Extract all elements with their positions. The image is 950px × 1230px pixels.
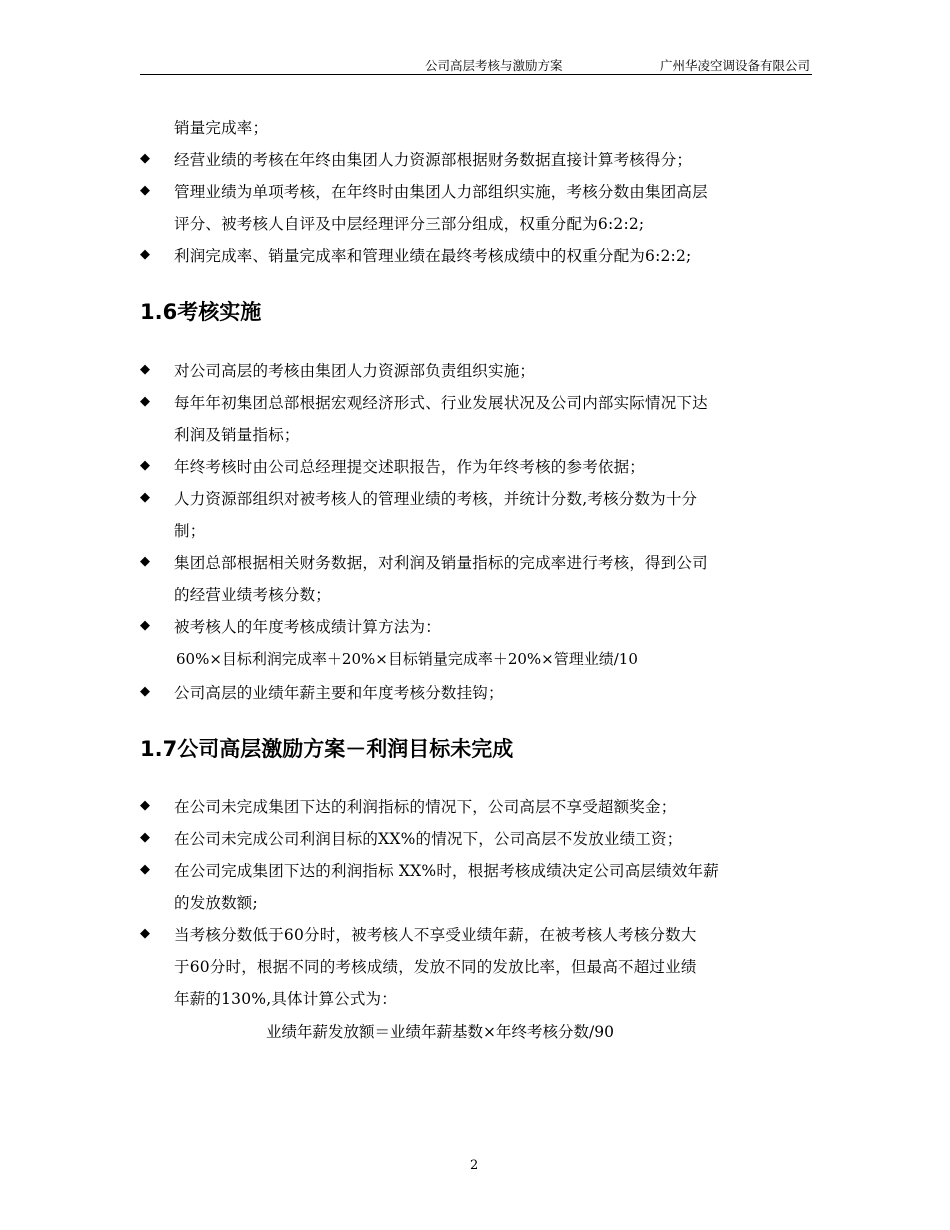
list-item-continued: 于60分时，根据不同的考核成绩，发放不同的发放比率，但最高不超过业绩 — [174, 958, 697, 976]
header-doc-title: 公司高层考核与激励方案 — [425, 58, 563, 73]
list-item-continued: 利润及销量指标； — [174, 426, 300, 444]
bullet-icon: ◆ — [140, 684, 150, 699]
bullet-icon: ◆ — [140, 151, 150, 166]
list-item-continued: 的经营业绩考核分数； — [174, 586, 332, 604]
list-item: 在公司完成集团下达的利润指标 XX%时，根据考核成绩决定公司高层绩效年薪 — [174, 862, 719, 880]
list-item: 当考核分数低于60分时，被考核人不享受业绩年薪，在被考核人考核分数大 — [174, 926, 697, 944]
bullet-icon: ◆ — [140, 394, 150, 409]
list-item: 被考核人的年度考核成绩计算方法为： — [174, 618, 441, 636]
list-item: 公司高层的业绩年薪主要和年度考核分数挂钩； — [174, 684, 504, 702]
header-company-name: 广州华凌空调设备有限公司 — [659, 58, 810, 73]
bullet-icon: ◆ — [140, 554, 150, 569]
list-item: 在公司未完成集团下达的利润指标的情况下，公司高层不享受超额奖金； — [174, 798, 677, 816]
bullet-icon: ◆ — [140, 247, 150, 262]
list-item: 在公司未完成公司利润目标的XX%的情况下，公司高层不发放业绩工资； — [174, 830, 683, 848]
list-item: 对公司高层的考核由集团人力资源部负责组织实施； — [174, 362, 536, 380]
bullet-icon: ◆ — [140, 362, 150, 377]
page-number: 2 — [470, 1158, 479, 1173]
list-item: 经营业绩的考核在年终由集团人力资源部根据财务数据直接计算考核得分； — [174, 151, 693, 169]
section-heading-1-7: 1.7公司高层激励方案－利润目标未完成 — [140, 737, 514, 761]
list-item-continued: 年薪的130%,具体计算公式为： — [174, 990, 397, 1008]
list-item: 利润完成率、销量完成率和管理业绩在最终考核成绩中的权重分配为6:2:2; — [174, 247, 692, 265]
salary-formula: 业绩年薪发放额＝业绩年薪基数×年终考核分数/90 — [266, 1023, 614, 1041]
continuation-text: 销量完成率； — [174, 119, 269, 137]
bullet-icon: ◆ — [140, 830, 150, 845]
list-item-continued: 评分、被考核人自评及中层经理评分三部分组成，权重分配为6:2:2; — [174, 215, 645, 233]
list-item: 人力资源部组织对被考核人的管理业绩的考核，并统计分数,考核分数为十分 — [174, 490, 698, 508]
list-item-continued: 的发放数额; — [174, 894, 258, 912]
bullet-icon: ◆ — [140, 490, 150, 505]
bullet-icon: ◆ — [140, 183, 150, 198]
score-formula: 60%×目标利润完成率＋20%×目标销量完成率＋20%×管理业绩/10 — [176, 650, 638, 668]
bullet-icon: ◆ — [140, 862, 150, 877]
list-item: 年终考核时由公司总经理提交述职报告，作为年终考核的参考依据； — [174, 458, 646, 476]
page-header — [140, 54, 812, 75]
bullet-icon: ◆ — [140, 618, 150, 633]
section-heading-1-6: 1.6考核实施 — [140, 300, 262, 324]
list-item: 集团总部根据相关财务数据，对利润及销量指标的完成率进行考核，得到公司 — [174, 554, 708, 572]
bullet-icon: ◆ — [140, 926, 150, 941]
list-item: 管理业绩为单项考核，在年终时由集团人力部组织实施，考核分数由集团高层 — [174, 183, 708, 201]
bullet-icon: ◆ — [140, 458, 150, 473]
list-item: 每年年初集团总部根据宏观经济形式、行业发展状况及公司内部实际情况下达 — [174, 394, 708, 412]
list-item-continued: 制； — [174, 522, 206, 540]
bullet-icon: ◆ — [140, 798, 150, 813]
